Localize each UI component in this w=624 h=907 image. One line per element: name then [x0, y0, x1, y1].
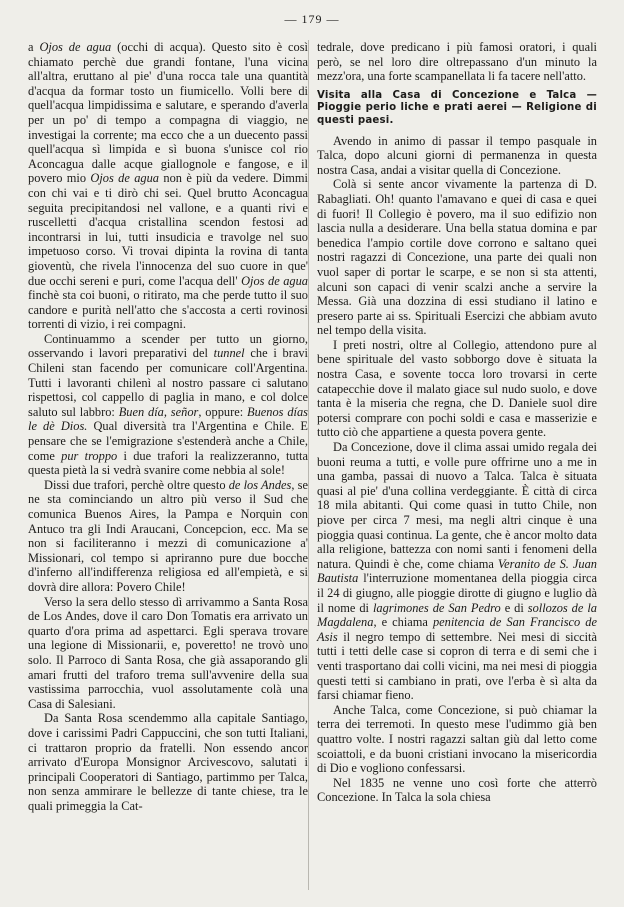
section-heading: Visita alla Casa di Concezione e Talca — Pioggie perio liche e prati aerei — Religione di questi paesi.	[317, 89, 597, 126]
text-run: che i bravi Chileni stan facendo per comunicare coll'Argentina. Tutti i lavoranti chilenì al nostro passare ci salutano rispettosi, col cappello di paglia in mano, e col dolce saluto sul labbro:	[28, 346, 308, 419]
italic-text: Buen día, señor	[118, 404, 199, 419]
italic-text: pur troppo	[61, 448, 118, 463]
text-run: , e chiama	[373, 615, 433, 630]
text-run: Continuammo a scender per tutto un giorno, osservando i lavori preparativi del	[28, 331, 308, 361]
text-run: Nel 1835 ne venne uno così forte che atterrò Concezione. In Talca la sola chiesa	[317, 775, 597, 805]
paragraph	[317, 338, 597, 440]
italic-text: penitencia de San Francisco de Asis	[317, 615, 597, 644]
text-run: (occhi di acqua). Questo sito è così chiamato perchè due grandi fontane, l'una vicina all'altra, eruttano al pie' d'una rocca tale una quantità d'acqua da formar tosto un fiumicello. Volli bere di quell'acqua limpidissima e salutare, e sperando d'averla per un po' di tempo a compagna di viaggio, ne investigai la corrente; ma ecco che a un duecento passi quell'acqua sì limpida e sì buona s'unisce col rio Aconcagua dalle acque giallognole e fangose, e il povero mio	[28, 40, 308, 186]
text-run: l'interruzione momentanea della pioggia circa il 24 di giugno, alle pioggie dirotte di giugno e luglio dà il nome di	[317, 571, 597, 615]
paragraph	[317, 134, 597, 178]
text-run: , se ne sta cominciando un altro più verso il Sud che comunica Buenos Aires, la Pampa e Norquin con Antuco tra gli Indi Araucani, Concepcion, ecc. Ma se non si faciliteranno i mezzi di comunicazione a' Missionari, col tempo si apriranno pure due bocche d'inferno all'indifferenza religiosa ed all'empietà, e si dovrà dire allora: Povero Chile!	[28, 477, 308, 594]
column-divider	[308, 40, 309, 890]
italic-text: Veranito de S. Juan Bautista	[317, 556, 597, 586]
italic-text: Ojos de agua	[39, 40, 112, 54]
text-run: finchè sta coi buoni, o ritirato, ma che perde tutto il suo candore e purità nell'atto che s'accosta a certi rovinosi torrenti di vizio, i rei compagni.	[28, 288, 308, 332]
text-run: Qual diversità tra l'Argentina e Chile. E pensare che se l'emigrazione s'estenderà anche a Chile, come	[28, 419, 308, 463]
italic-text: sollozos de la Magdalena	[317, 600, 597, 630]
paragraph	[317, 440, 597, 703]
paragraph	[28, 595, 308, 712]
italic-text: de los Andes	[228, 477, 292, 492]
text-run: Da Santa Rosa scendemmo alla capitale Santiago, dove i carissimi Padri Cappuccini, che son tutti Italiani, ci trattaron proprio da fratelli. Non essendo ancor arrivato d'Europa Monsignor Arcivescovo, salutati i principali Cooperatori di Santiago, partimmo per Talca, non senza ammirare le bellezze di tante chiese, tra le quali primeggia la Cat-	[28, 711, 308, 813]
paragraph	[28, 40, 308, 332]
text-run: Dissi due trafori, perchè oltre questo	[44, 477, 229, 492]
paragraph	[28, 478, 308, 595]
text-run: , oppure:	[198, 404, 248, 419]
italic-text: lagrimones de San Pedro	[372, 600, 501, 615]
text-run: Avendo in animo di passar il tempo pasquale in Talca, dopo alcuni giorni di permanenza in questa nostra Casa, andai a visitar quella di Concezione.	[317, 133, 597, 177]
italic-text: Ojos de agua	[90, 171, 160, 186]
paragraph	[28, 332, 308, 478]
left-column	[28, 40, 308, 813]
text-run: Colà si sente ancor vivamente la partenza di D. Rabagliati. Oh! quanto l'amavano e quei di casa e quei di fuori! Il Collegio è povero, ma il suo edifizio non lascia nulla a desiderare. Una bella statua domina e par benedica l'ampio cortile dove corrono e saltano quei nostri ragazzi di Concezione, una parte dei quali non vuol saper di portar le scarpe, e se non si sta attenti, alcuni son capaci di venir scalzi anche a servire la Messa. Già una dozzina di essi studiano il latino e presero parte ai ss. Spirituali Esercizi che abbiam avuto nel tempo della visita.	[317, 177, 597, 338]
paragraph	[28, 711, 308, 813]
text-run: Verso la sera dello stesso dì arrivammo a Santa Rosa de Los Andes, dove il caro Don Tomatis era arrivato un quarto d'ora prima ad aspettarci. Egli sperava trovare una legione di Missionarii, e, poveretto! ne trovò uno solo. Il Parroco di Santa Rosa, che già assaporando gli amari frutti del traforo trema sull'avvenire della sua vastissima parrocchia, vuol assolutamente colà una Casa di Salesiani.	[28, 594, 308, 711]
paragraph	[317, 177, 597, 338]
text-run: non è più da vedere. Dimmi con chi vai e ti dirò chi sei. Quel brutto Aconcagua seguita precipitandosi nel vallone, e a quanti rivi e ruscelletti d'acqua cristallina scendon festosi ad incontrarsi in lui, tutti insudicia e travolge nel suo impetuoso corso. Vi trovai dipinta la rovina di tanta gioventù, che rivela l'innocenza del suo cuore in que' due occhi sereni e puri, come l'acqua dell'	[28, 171, 308, 288]
paragraph	[317, 40, 597, 84]
text-run: a	[28, 40, 40, 54]
text-run: e di	[500, 600, 528, 615]
paragraph	[317, 703, 597, 776]
text-run: i due trafori la realizzeranno, tutta questa pietà la si vedrà svanire come nebbia al sole!	[28, 448, 308, 478]
text-run: tedrale, dove predicano i più famosi oratori, i quali però, se nel loro dire oltrepassano d'un minuto la mezz'ora, una forte scampanellata li fa tacere nell'atto.	[317, 40, 597, 84]
italic-text: Ojos de agua	[241, 273, 308, 288]
italic-text: tunnel	[213, 346, 245, 361]
right-column	[317, 40, 597, 805]
paragraph	[317, 776, 597, 805]
text-run: Da Concezione, dove il clima assai umido regala dei buoni reuma a tutti, e volle pure offrirne uno a me in una gamba, passai di nuovo a Talca. Talca è situata quasi al pie' d'una collina verdeggiante. È città di circa 18 mila abitanti. Qui come quasi in tutto Chile, non piove per circa 7 mesi, ma negli altri cinque è una pioggia quasi continua. La gente, che è ancor molto data alla religione, battezza con nomi santi i fenomeni della natura. Quindi è che, come chiama	[317, 440, 597, 571]
text-run: il negro tempo di settembre. Nei mesi di siccità tutti i tetti delle case si copron di terra e di semi che i venti trasportano dai colli vicini, ma nei mesi di pioggia questi tetti si cambiano in prati, ove l'erba è sì alta da farsi chiamar fieno.	[317, 629, 597, 703]
text-run: I preti nostri, oltre al Collegio, attendono pure al bene spirituale del vasto sobborgo dove è situata la nostra Casa, e sovente tocca loro trovarsi in certe catapecchie dove il malato giace sul nudo suolo, e dove tanta è la miseria che regna, che D. Daniele suol dire potersi comprare con pochi soldi e casa e masserizie e tutto ciò che appartiene a questa povera gente.	[317, 337, 597, 440]
italic-text: Buenos días le dè Dios.	[28, 404, 308, 434]
page-number: — 179 —	[284, 12, 340, 26]
text-run: Anche Talca, come Concezione, si può chiamar la terra dei terremoti. In questo mese l'udimmo già ben quattro volte. I nostri ragazzi saltan giù dal letto come scoiattoli, e da buoni cristiani invocano la misericordia di Dio e vogliono confessarsi.	[317, 702, 597, 776]
